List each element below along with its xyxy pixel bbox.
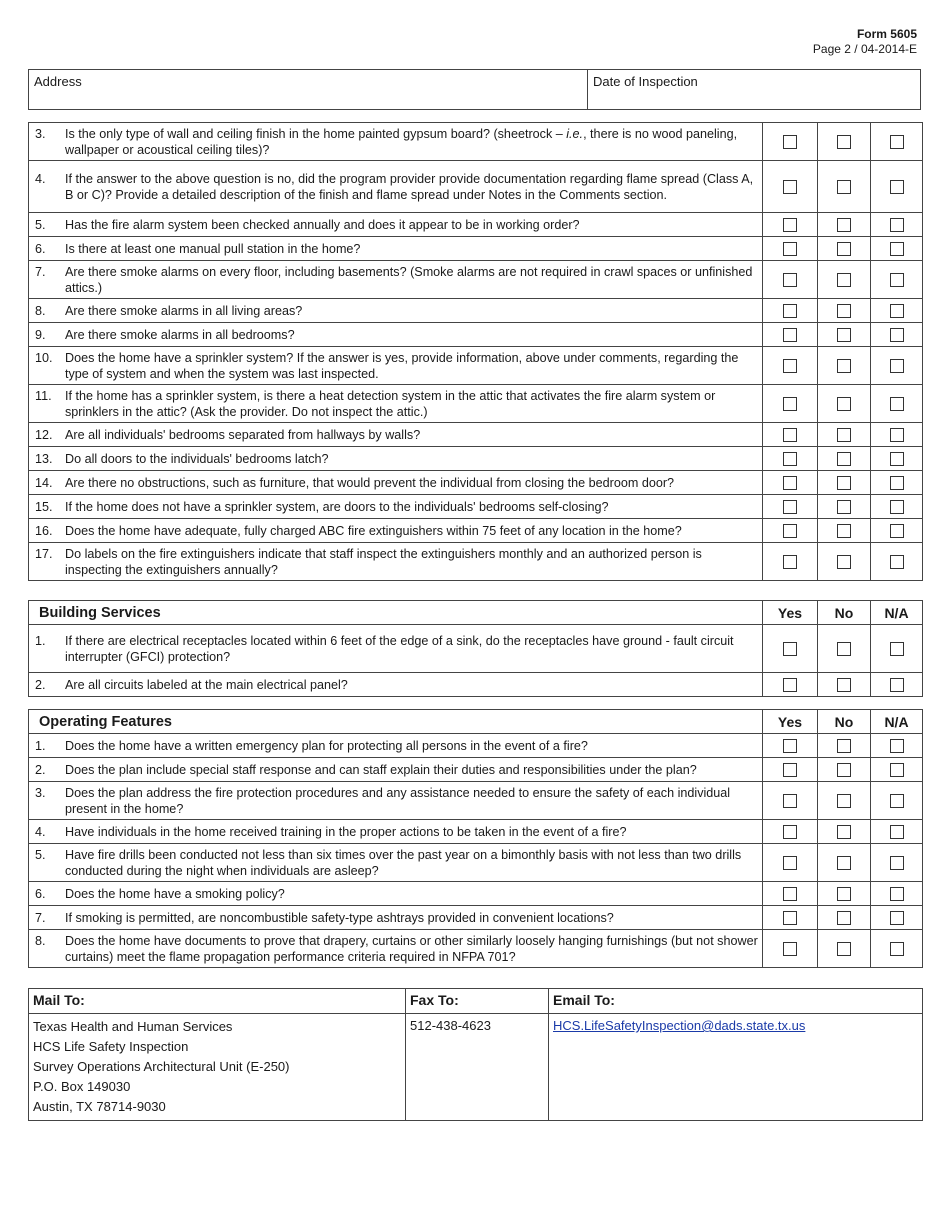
question-row <box>29 906 923 930</box>
checkbox-yes[interactable] <box>783 397 797 411</box>
mail-to-label: Mail To: <box>29 989 406 1014</box>
question-row <box>29 734 923 758</box>
question-row <box>29 299 923 323</box>
checkbox-no[interactable] <box>837 273 851 287</box>
question-number: 6. <box>35 886 46 901</box>
checkbox-yes[interactable] <box>783 825 797 839</box>
question-number: 2. <box>35 762 46 777</box>
checkbox-na[interactable] <box>890 180 904 194</box>
checkbox-no[interactable] <box>837 218 851 232</box>
checkbox-yes[interactable] <box>783 304 797 318</box>
checkbox-no[interactable] <box>837 739 851 753</box>
checkbox-no[interactable] <box>837 942 851 956</box>
question-number: 16. <box>35 523 53 538</box>
question-text: If the home has a sprinkler system, is there a heat detection system in the attic that activates the fire alarm system or sprinklers in the attic? (Ask the provider. Do not inspect the attic.) <box>65 388 716 419</box>
checkbox-no[interactable] <box>837 135 851 149</box>
checkbox-na[interactable] <box>890 524 904 538</box>
checkbox-na[interactable] <box>890 642 904 656</box>
question-text: Are there smoke alarms in all bedrooms? <box>65 327 295 342</box>
mail-address-line: HCS Life Safety Inspection <box>33 1039 189 1054</box>
checkbox-yes[interactable] <box>783 273 797 287</box>
question-number: 13. <box>35 451 53 466</box>
email-to-label: Email To: <box>549 989 923 1014</box>
column-yes-header: Yes <box>763 601 818 625</box>
question-number: 7. <box>35 264 46 279</box>
checkbox-na[interactable] <box>890 500 904 514</box>
checkbox-no[interactable] <box>837 642 851 656</box>
question-text: Does the home have documents to prove that drapery, curtains or other similarly loosely hanging furnishings (but not shower curtains) meet the flame propagation performance criteria required in NFPA 701? <box>65 933 758 964</box>
checkbox-no[interactable] <box>837 500 851 514</box>
checkbox-yes[interactable] <box>783 218 797 232</box>
building-services-table <box>28 600 923 697</box>
question-row <box>29 471 923 495</box>
checkbox-no[interactable] <box>837 887 851 901</box>
question-number: 7. <box>35 910 46 925</box>
question-row <box>29 519 923 543</box>
question-number: 9. <box>35 327 46 342</box>
question-text: Are there no obstructions, such as furniture, that would prevent the individual from closing the bedroom door? <box>65 475 675 490</box>
checkbox-na[interactable] <box>890 739 904 753</box>
form-header <box>813 27 917 57</box>
address-date-box <box>28 69 921 110</box>
checkbox-no[interactable] <box>837 856 851 870</box>
checkbox-yes[interactable] <box>783 524 797 538</box>
checkbox-yes[interactable] <box>783 887 797 901</box>
question-text: Are there smoke alarms in all living areas? <box>65 303 303 318</box>
question-row <box>29 758 923 782</box>
checkbox-yes[interactable] <box>783 500 797 514</box>
checkbox-na[interactable] <box>890 428 904 442</box>
checkbox-yes[interactable] <box>783 476 797 490</box>
checkbox-yes[interactable] <box>783 942 797 956</box>
checkbox-no[interactable] <box>837 328 851 342</box>
mail-address-line: Survey Operations Architectural Unit (E-250) <box>33 1059 290 1074</box>
checkbox-yes[interactable] <box>783 856 797 870</box>
checkbox-yes[interactable] <box>783 763 797 777</box>
question-row <box>29 782 923 820</box>
question-text: Are there smoke alarms on every floor, including basements? (Smoke alarms are not required in crawl spaces or unfinished attics.) <box>65 264 753 295</box>
question-row <box>29 447 923 471</box>
question-text: Does the home have adequate, fully charged ABC fire extinguishers within 75 feet of any location in the home? <box>65 523 682 538</box>
column-na-header: N/A <box>871 710 923 734</box>
address-field[interactable] <box>29 70 588 109</box>
checkbox-na[interactable] <box>890 942 904 956</box>
question-row <box>29 261 923 299</box>
checkbox-no[interactable] <box>837 359 851 373</box>
question-row <box>29 882 923 906</box>
building-services-title: Building Services <box>29 601 763 625</box>
checkbox-no[interactable] <box>837 555 851 569</box>
checkbox-na[interactable] <box>890 794 904 808</box>
question-text: Does the plan include special staff response and can staff explain their duties and responsibilities under the plan? <box>65 762 697 777</box>
checkbox-no[interactable] <box>837 794 851 808</box>
question-number: 1. <box>35 738 46 753</box>
mailing-info-table <box>28 988 923 1121</box>
question-row <box>29 820 923 844</box>
question-text: Is the only type of wall and ceiling finish in the home painted gypsum board? (sheetrock – i.e., there is no wood paneling, wallpaper or acoustical ceiling tiles)? <box>65 126 738 157</box>
checkbox-no[interactable] <box>837 397 851 411</box>
checkbox-yes[interactable] <box>783 911 797 925</box>
question-row <box>29 495 923 519</box>
checkbox-no[interactable] <box>837 524 851 538</box>
page-info: Page 2 / 04-2014-E <box>812 42 917 56</box>
question-number: 5. <box>35 847 46 862</box>
question-row <box>29 323 923 347</box>
question-row <box>29 844 923 882</box>
mail-address <box>29 1014 406 1121</box>
question-number: 1. <box>35 633 46 648</box>
column-no-header: No <box>818 710 871 734</box>
question-text: Has the fire alarm system been checked annually and does it appear to be in working order? <box>65 217 580 232</box>
question-number: 5. <box>35 217 46 232</box>
checkbox-yes[interactable] <box>783 135 797 149</box>
question-number: 11. <box>35 388 52 403</box>
question-text: Is there at least one manual pull station in the home? <box>65 241 361 256</box>
question-text: Do all doors to the individuals' bedrooms latch? <box>65 451 329 466</box>
fax-number: 512-438-4623 <box>410 1018 491 1033</box>
checkbox-na[interactable] <box>890 678 904 692</box>
column-yes-header: Yes <box>763 710 818 734</box>
mail-address-line: Texas Health and Human Services <box>33 1019 233 1034</box>
checkbox-na[interactable] <box>890 555 904 569</box>
question-text: Does the home have a smoking policy? <box>65 886 285 901</box>
checkbox-yes[interactable] <box>783 452 797 466</box>
operating-features-table <box>28 709 923 968</box>
checkbox-na[interactable] <box>890 273 904 287</box>
checkbox-na[interactable] <box>890 359 904 373</box>
checkbox-na[interactable] <box>890 328 904 342</box>
question-row <box>29 385 923 423</box>
question-text: Have fire drills been conducted not less than six times over the past year on a bimonthly basis with not less than two drills conducted during the night when individuals are asleep? <box>65 847 742 878</box>
question-text: Do labels on the fire extinguishers indicate that staff inspect the extinguishers monthly and an authorized person is inspecting the extinguishers annually? <box>65 546 702 577</box>
checkbox-na[interactable] <box>890 304 904 318</box>
question-number: 14. <box>35 475 53 490</box>
checkbox-na[interactable] <box>890 218 904 232</box>
checkbox-yes[interactable] <box>783 678 797 692</box>
question-number: 12. <box>35 427 53 442</box>
checkbox-na[interactable] <box>890 476 904 490</box>
checkbox-na[interactable] <box>890 452 904 466</box>
checkbox-yes[interactable] <box>783 242 797 256</box>
question-row <box>29 673 923 697</box>
question-number: 15. <box>35 499 53 514</box>
question-row <box>29 930 923 968</box>
question-text: If the home does not have a sprinkler system, are doors to the individuals' bedrooms self-closing? <box>65 499 609 514</box>
question-text: Are all individuals' bedrooms separated from hallways by walls? <box>65 427 421 442</box>
checkbox-yes[interactable] <box>783 794 797 808</box>
fire-safety-questions-table <box>28 122 923 581</box>
question-text: Does the home have a sprinkler system? If the answer is yes, provide information, above under comments, regarding the type of system and when the system was last inspected. <box>65 350 739 381</box>
question-text: If smoking is permitted, are noncombustible safety-type ashtrays provided in convenient locations? <box>65 910 614 925</box>
checkbox-no[interactable] <box>837 304 851 318</box>
column-no-header: No <box>818 601 871 625</box>
question-number: 10. <box>35 350 53 365</box>
checkbox-no[interactable] <box>837 428 851 442</box>
checkbox-na[interactable] <box>890 763 904 777</box>
question-text: Are all circuits labeled at the main electrical panel? <box>65 677 348 692</box>
checkbox-no[interactable] <box>837 452 851 466</box>
question-number: 3. <box>35 126 46 141</box>
question-number: 3. <box>35 785 46 800</box>
question-row <box>29 237 923 261</box>
question-number: 8. <box>35 933 46 948</box>
address-label: Address <box>34 74 82 89</box>
question-number: 6. <box>35 241 46 256</box>
question-row <box>29 213 923 237</box>
question-number: 4. <box>35 171 46 186</box>
checkbox-yes[interactable] <box>783 555 797 569</box>
checkbox-yes[interactable] <box>783 359 797 373</box>
checkbox-no[interactable] <box>837 678 851 692</box>
checkbox-na[interactable] <box>890 911 904 925</box>
question-row <box>29 625 923 673</box>
mail-address-line: Austin, TX 78714-9030 <box>33 1099 166 1114</box>
checkbox-na[interactable] <box>890 887 904 901</box>
checkbox-na[interactable] <box>890 242 904 256</box>
checkbox-yes[interactable] <box>783 642 797 656</box>
checkbox-yes[interactable] <box>783 328 797 342</box>
checkbox-no[interactable] <box>837 825 851 839</box>
question-text: Have individuals in the home received training in the proper actions to be taken in the event of a fire? <box>65 824 627 839</box>
question-row <box>29 161 923 213</box>
question-text: If the answer to the above question is no, did the program provider provide documentation regarding flame spread (Class A, B or C)? Provide a detailed description of the finish and flame spread under Notes in the Comments section. <box>65 171 754 202</box>
checkbox-no[interactable] <box>837 911 851 925</box>
column-na-header: N/A <box>871 601 923 625</box>
checkbox-na[interactable] <box>890 135 904 149</box>
checkbox-no[interactable] <box>837 180 851 194</box>
question-row <box>29 347 923 385</box>
question-number: 17. <box>35 546 53 561</box>
checkbox-no[interactable] <box>837 763 851 777</box>
checkbox-yes[interactable] <box>783 739 797 753</box>
question-number: 2. <box>35 677 46 692</box>
checkbox-na[interactable] <box>890 825 904 839</box>
question-row <box>29 123 923 161</box>
operating-features-title: Operating Features <box>29 710 763 734</box>
date-of-inspection-field[interactable] <box>588 70 920 109</box>
checkbox-yes[interactable] <box>783 180 797 194</box>
checkbox-yes[interactable] <box>783 428 797 442</box>
checkbox-na[interactable] <box>890 397 904 411</box>
form-number: Form 5605 <box>856 27 917 41</box>
mail-address-line: P.O. Box 149030 <box>33 1079 131 1094</box>
email-link[interactable]: HCS.LifeSafetyInspection@dads.state.tx.us <box>553 1018 806 1033</box>
question-text: Does the home have a written emergency plan for protecting all persons in the event of a fire? <box>65 738 588 753</box>
fax-to-label: Fax To: <box>406 989 549 1014</box>
question-row <box>29 543 923 581</box>
question-text: If there are electrical receptacles located within 6 feet of the edge of a sink, do the receptacles have ground - fault circuit interrupter (GFCI) protection? <box>65 633 734 664</box>
question-number: 8. <box>35 303 46 318</box>
checkbox-na[interactable] <box>890 856 904 870</box>
date-of-inspection-label: Date of Inspection <box>593 74 698 89</box>
question-number: 4. <box>35 824 46 839</box>
checkbox-no[interactable] <box>837 476 851 490</box>
question-row <box>29 423 923 447</box>
checkbox-no[interactable] <box>837 242 851 256</box>
question-text: Does the plan address the fire protection procedures and any assistance needed to ensure the safety of each individual present in the home? <box>65 785 731 816</box>
